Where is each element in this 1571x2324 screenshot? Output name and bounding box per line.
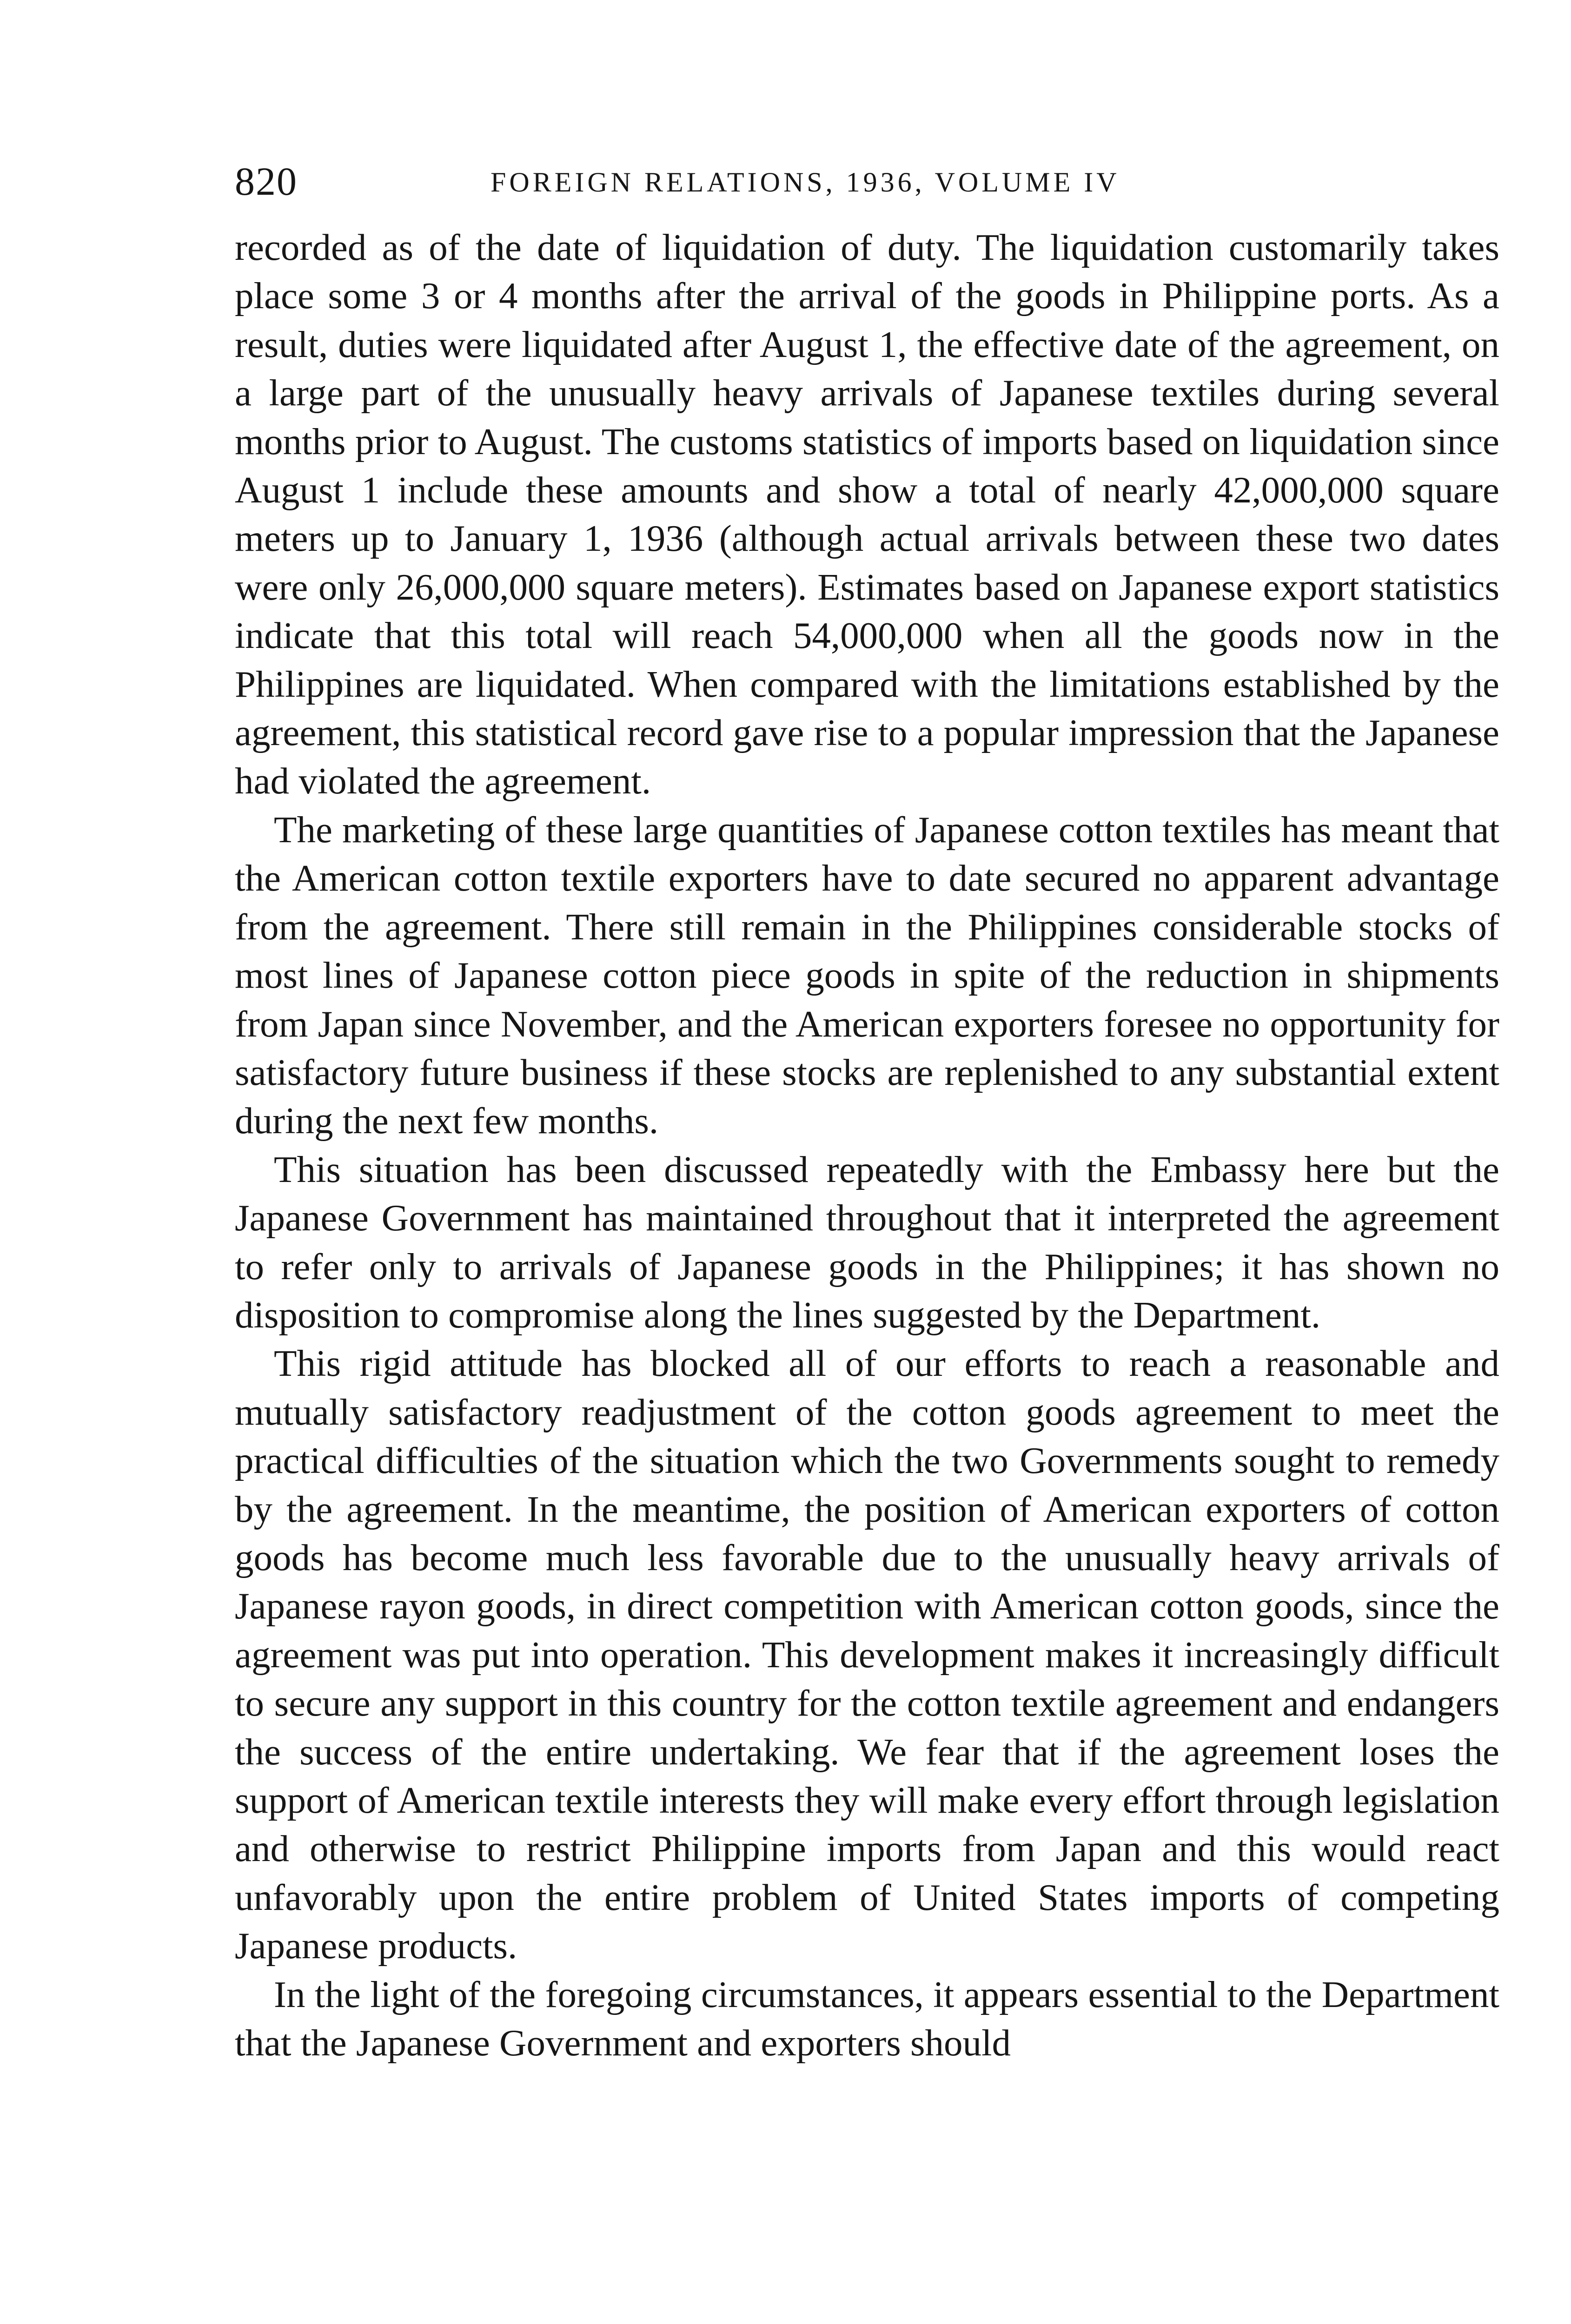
running-title: FOREIGN RELATIONS, 1936, VOLUME IV xyxy=(491,167,1120,198)
paragraph: This situation has been discussed repeatedly with the Embassy here but the Japanese Government has maintained throughout that it interpreted the agreement to refer only to arrivals of Japanese goods in the Philippines; it has shown no disposition to compromise along the lines suggested by the Department. xyxy=(235,1148,1499,1336)
document-page xyxy=(235,158,1499,2067)
paragraph-continued: recorded as of the date of liquidation of duty. The liquidation customarily takes place some 3 or 4 months after the arrival of the goods in Philippine ports. As a result, duties were liquidated after August 1, the effective date of the agreement, on a large part of the unusually heavy arrivals of Japanese textiles during several months prior to August. The customs statistics of imports based on liquidation since August 1 include these amounts and show a total of nearly 42,000,000 square meters up to January 1, 1936 (although actual arrivals between these two dates were only 26,000,000 square meters). Estimates based on Japanese export statistics indicate that this total will reach 54,000,000 when all the goods now in the Philippines are liquidated. When compared with the limitations established by the agreement, this statistical record gave rise to a popular impression that the Japanese had violated the agreement. xyxy=(235,226,1499,802)
body-text xyxy=(235,223,1499,2067)
page-number: 820 xyxy=(235,159,298,204)
paragraph: In the light of the foregoing circumstances, it appears essential to the Department that the Japanese Government and exporters should xyxy=(235,1973,1499,2064)
paragraph: This rigid attitude has blocked all of our efforts to reach a reasonable and mutually satisfactory readjustment of the cotton goods agreement to meet the practical difficulties of the situation which the two Governments sought to remedy by the agreement. In the meantime, the position of American exporters of cotton goods has become much less favorable due to the unusually heavy arrivals of Japanese rayon goods, in direct competition with American cotton goods, since the agreement was put into operation. This development makes it increasingly difficult to secure any support in this country for the cotton textile agreement and endangers the success of the entire undertaking. We fear that if the agreement loses the support of American textile interests they will make every effort through legislation and otherwise to restrict Philippine imports from Japan and this would react unfavorably upon the entire problem of United States imports of competing Japanese products. xyxy=(235,1342,1499,1967)
paragraph: The marketing of these large quantities of Japanese cotton textiles has meant that the American cotton textile exporters have to date secured no apparent advantage from the agreement. There still remain in the Philippines considerable stocks of most lines of Japanese cotton piece goods in spite of the reduction in shipments from Japan since November, and the American exporters foresee no opportunity for satisfactory future business if these stocks are replenished to any substantial extent during the next few months. xyxy=(235,808,1499,1142)
running-header xyxy=(235,158,1499,209)
